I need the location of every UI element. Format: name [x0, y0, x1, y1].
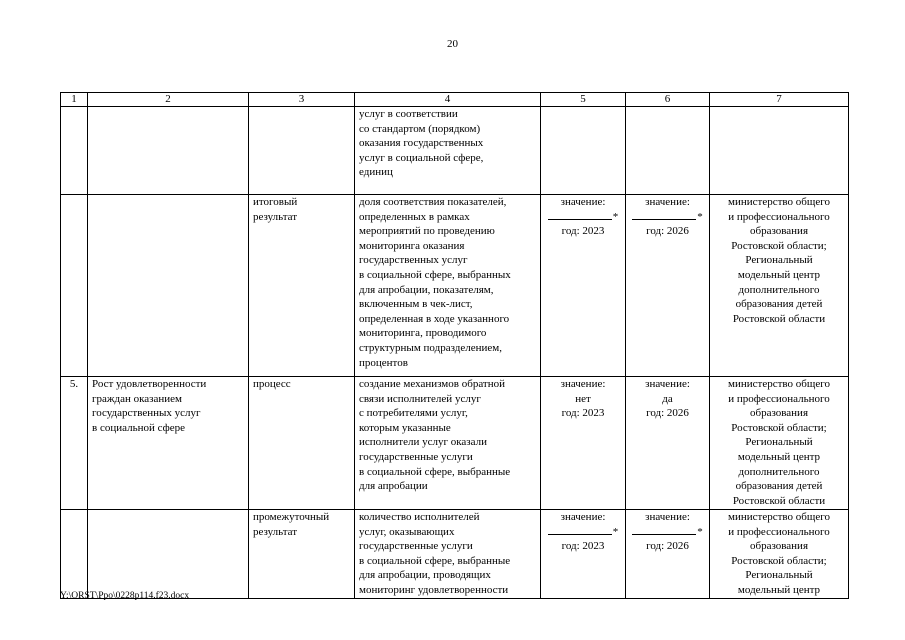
header-cell: 3 [249, 93, 355, 107]
target-value [626, 195, 710, 377]
header-cell: 1 [61, 93, 88, 107]
base-value [541, 107, 626, 195]
table-row [61, 510, 849, 599]
blank-line [632, 212, 696, 220]
indicator-description: услуг в соответствии со стандартом (порядком) оказания государственных услуг в социальной сфере, единиц [355, 107, 541, 195]
header-cell: 7 [710, 93, 849, 107]
row-number [61, 195, 88, 377]
header-cell: 4 [355, 93, 541, 107]
result-type [249, 107, 355, 195]
base-value-mark: * [612, 210, 619, 223]
row-number [61, 510, 88, 599]
row-number [61, 107, 88, 195]
header-cell: 2 [88, 93, 249, 107]
page-number: 20 [447, 38, 458, 50]
responsible: министерство общего и профессионального образования Ростовской области; Региональный модельный центр дополнительного образования детей Ростовской области [710, 377, 849, 510]
indicator-description: создание механизмов обратной связи исполнителей услуг с потребителями услуг, которым указанные исполнители услуг оказали государственные услуги в социальной сфере, выбранные для апробации [355, 377, 541, 510]
base-value-label: значение: [560, 378, 606, 390]
target-value-mark: * [697, 210, 703, 223]
target-year: год: 2026 [646, 225, 689, 238]
header-cell: 6 [626, 93, 710, 107]
base-year: год: 2023 [561, 407, 605, 420]
blank-line [632, 527, 696, 535]
target-value-mark: * [697, 525, 703, 538]
indicator-description: количество исполнителей услуг, оказывающих государственные услуги в социальной сфере, выбранные для апробации, проводящих мониторинг удовлетворенности [355, 510, 541, 599]
base-value-label: значение: [560, 511, 606, 523]
base-value [541, 377, 626, 510]
target-value [626, 107, 710, 195]
blank-line [548, 212, 612, 220]
target-year: год: 2026 [646, 407, 689, 420]
base-value-mark: * [612, 525, 619, 538]
target-value-label: значение: [645, 196, 690, 208]
target-value-label: значение: [645, 378, 690, 390]
base-value-text: нет [575, 392, 591, 405]
responsible: министерство общего и профессионального образования Ростовской области; Региональный модельный центр дополнительного образования детей Ростовской области [710, 195, 849, 377]
responsible [710, 107, 849, 195]
base-value [541, 195, 626, 377]
indicator-description: доля соответствия показателей, определенных в рамках мероприятий по проведению мониторинга оказания государственных услуг в социальной сфере, выбранных для апробации, показателям, включенным в чек-лист, определенная в ходе указанного мониторинга, проводимого структурным подразделением, процентов [355, 195, 541, 377]
header-cell: 5 [541, 93, 626, 107]
table-header-row [61, 93, 849, 107]
file-path-footer: Y:\ORST\Ppo\0228p114.f23.docx [60, 591, 190, 601]
goal-name [88, 195, 249, 377]
table-row [61, 377, 849, 510]
result-type: процесс [249, 377, 355, 510]
target-value [626, 510, 710, 599]
target-year: год: 2026 [646, 540, 689, 553]
result-type: итоговый результат [249, 195, 355, 377]
blank-line [548, 527, 612, 535]
base-year: год: 2023 [561, 225, 605, 238]
goal-name [88, 510, 249, 599]
target-value [626, 377, 710, 510]
responsible: министерство общего и профессионального образования Ростовской области; Региональный модельный центр [710, 510, 849, 599]
goal-name [88, 107, 249, 195]
target-value-label: значение: [645, 511, 690, 523]
goal-name: Рост удовлетворенности граждан оказанием государственных услуг в социальной сфере [88, 377, 249, 510]
target-value-text: да [662, 392, 673, 405]
base-value-label: значение: [560, 196, 606, 208]
base-value [541, 510, 626, 599]
result-type: промежуточный результат [249, 510, 355, 599]
table-row [61, 107, 849, 195]
table-row [61, 195, 849, 377]
base-year: год: 2023 [561, 540, 605, 553]
indicators-table [60, 92, 849, 599]
row-number: 5. [61, 377, 88, 510]
